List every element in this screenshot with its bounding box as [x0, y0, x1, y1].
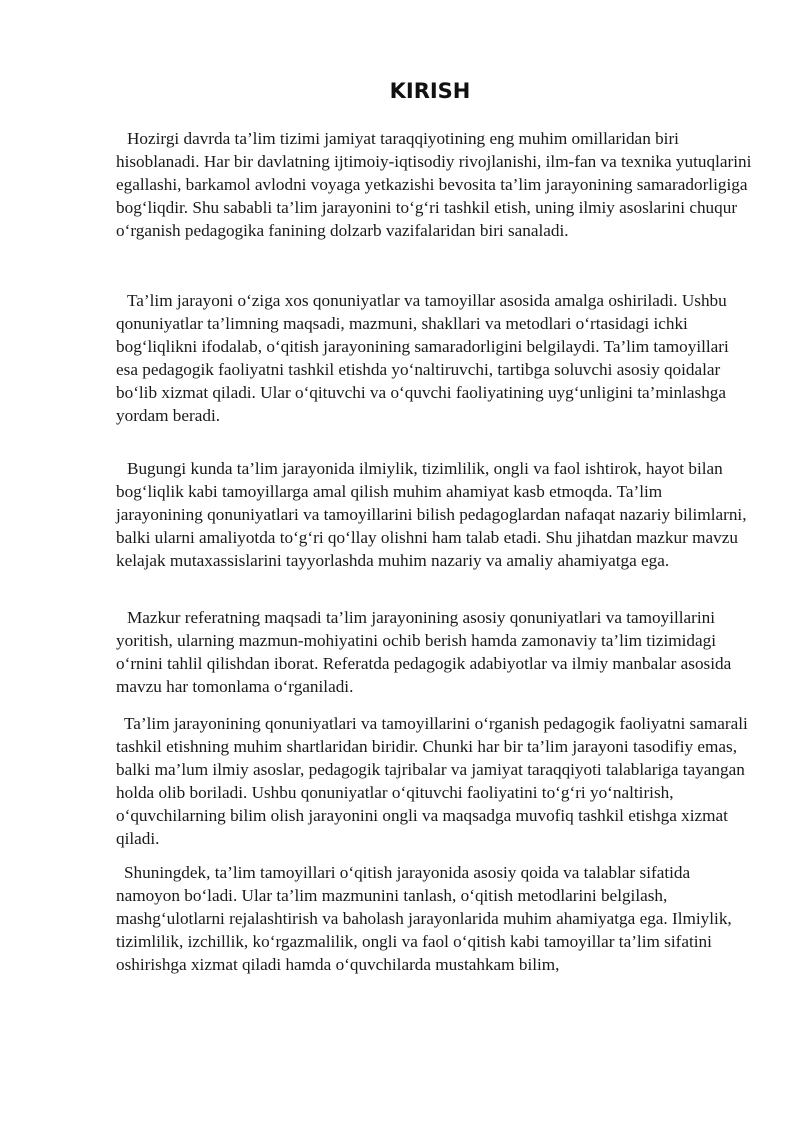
- page-title: KIRISH: [389, 79, 471, 103]
- paragraph: Bugungi kunda ta’lim jarayonida ilmiylik, tizimlilik, ongli va faol ishtirok, hayot bilan bog‘liqlik kabi tamoyillarga amal qilish muhim ahamiyat kasb etmoqda. Ta’lim jarayonining qonuniyatlari va tamoyillarini bilish pedagoglardan nafaqat nazariy bilimlarni, balki ularni amaliyotda to‘g‘ri qo‘llay olishni ham talab etadi. Shu jihatdan mazkur mavzu kelajak mutaxassislarini tayyorlashda muhim nazariy va amaliy ahamiyatga ega.: [116, 459, 747, 571]
- paragraph: Mazkur referatning maqsadi ta’lim jarayonining asosiy qonuniyatlari va tamoyillarini yoritish, ularning mazmun-mohiyatini ochib berish hamda zamonaviy ta’lim tizimidagi o‘rnini tahlil qilishdan iborat. Referatda pedagogik adabiyotlar va ilmiy manbalar asosida mavzu har tomonlama o‘rganiladi.: [116, 608, 732, 697]
- paragraph: Hozirgi davrda ta’lim tizimi jamiyat taraqqiyotining eng muhim omillaridan biri hisoblanadi. Har bir davlatning ijtimoiy-iqtisodiy rivojlanishi, ilm-fan va texnika yutuqlarini egallashi, barkamol avlodni voyaga yetkazishi bevosita ta’lim jarayonining samaradorligiga bog‘liqdir. Shu sababli ta’lim jarayonini to‘g‘ri tashkil etish, uning ilmiy asoslarini chuqur o‘rganish pedagogika fanining dolzarb vazifalaridan biri sanaladi.: [116, 129, 752, 241]
- paragraph: Ta’lim jarayoni o‘ziga xos qonuniyatlar va tamoyillar asosida amalga oshiriladi. Ushbu qonuniyatlar ta’limning maqsadi, mazmuni, shakllari va metodlari o‘rtasidagi ichki bog‘liqlikni ifodalab, o‘qitish jarayonining samaradorligini belgilaydi. Ta’lim tamoyillari esa pedagogik faoliyatni tashkil etishda yo‘naltiruvchi, tartibga soluvchi asosiy qoidalar bo‘lib xizmat qiladi. Ular o‘qituvchi va o‘quvchi faoliyatining uyg‘unligini ta’minlashga yordam beradi.: [116, 291, 729, 426]
- paragraph: Ta’lim jarayonining qonuniyatlari va tamoyillarini o‘rganish pedagogik faoliyatni samarali tashkil etishning muhim shartlaridan biridir. Chunki har bir ta’lim jarayoni tasodifiy emas, balki ma’lum ilmiy asoslar, pedagogik tajribalar va jamiyat taraqqiyoti talablariga tayangan holda olib boriladi. Ushbu qonuniyatlar o‘qituvchi faoliyatini to‘g‘ri yo‘naltirish, o‘quvchilarning bilim olish jarayonini ongli va maqsadga muvofiq tashkil etishga xizmat qiladi.: [116, 714, 748, 849]
- paragraph: Shuningdek, ta’lim tamoyillari o‘qitish jarayonida asosiy qoida va talablar sifatida namoyon bo‘ladi. Ular ta’lim mazmunini tanlash, o‘qitish metodlarini belgilash, mashg‘ulotlarni rejalashtirish va baholash jarayonlarida muhim ahamiyatga ega. Ilmiylik, tizimlilik, izchillik, ko‘rgazmalilik, ongli va faol o‘qitish kabi tamoyillar ta’lim sifatini oshirishga xizmat qiladi hamda o‘quvchilarda mustahkam bilim,: [116, 863, 732, 975]
